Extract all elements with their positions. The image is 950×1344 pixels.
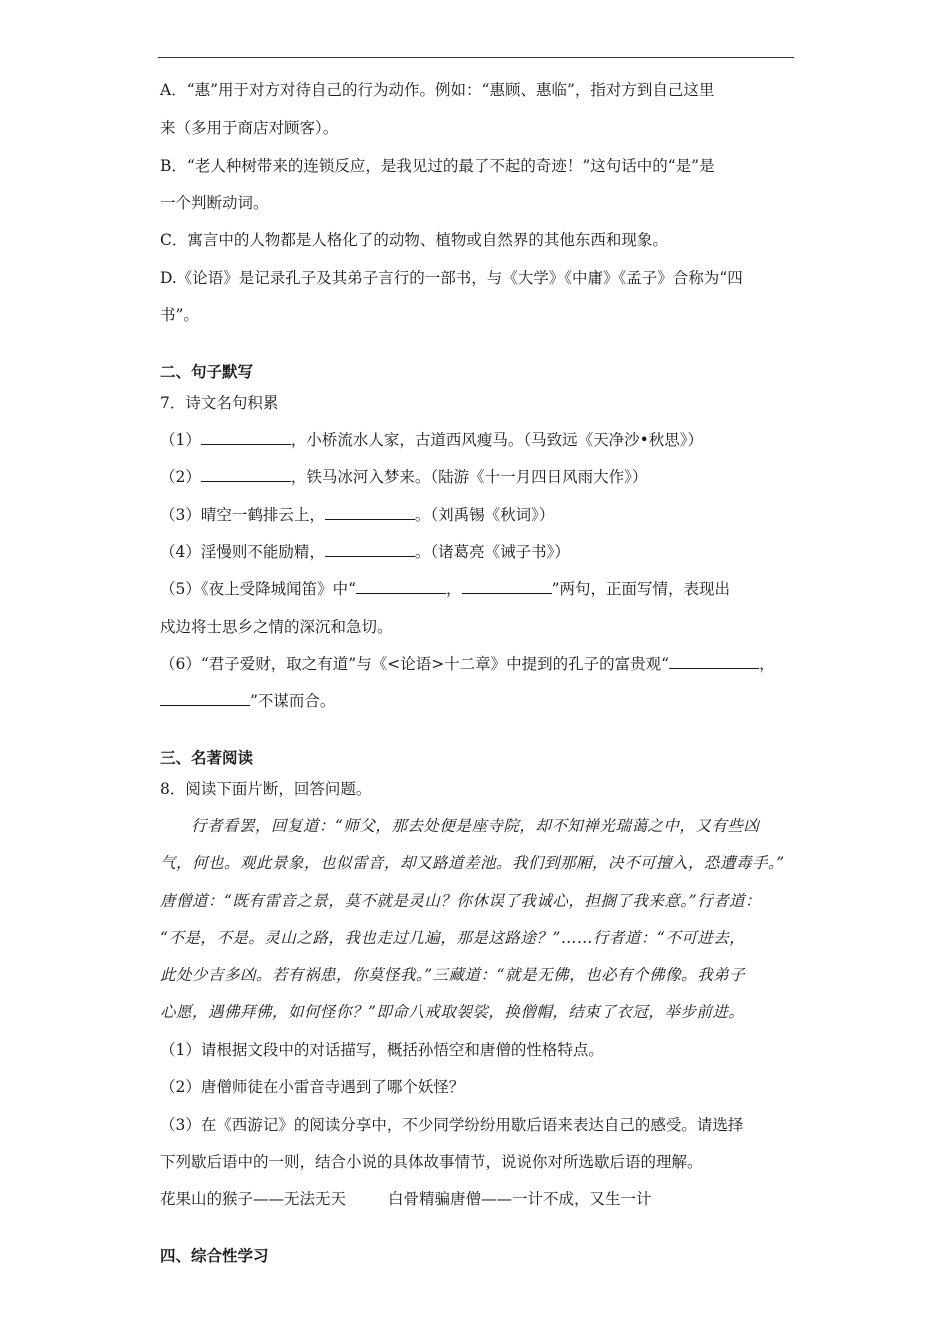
q8-sub-3-line1: （3）在《西游记》的阅读分享中，不少同学纷纷用歇后语来表达自己的感受。请选择 xyxy=(160,1116,744,1134)
q7-item-6-prefix: （6）“君子爱财，取之有道”与《<论语>十二章》中提到的孔子的富贵观“ xyxy=(160,655,670,673)
passage-line: 唐僧道：“既有雷音之景，莫不就是灵山？你休误了我诚心，担搁了我来意。”行者道： xyxy=(160,892,762,910)
q8-sub-2: （2）唐僧师徒在小雷音寺遇到了哪个妖怪？ xyxy=(160,1078,465,1096)
option-a-line1: A．“惠”用于对方对待自己的行为动作。例如：“惠顾、惠临”，指对方到自己这里 xyxy=(160,81,715,99)
option-d-line1: D.《论语》是记录孔子及其弟子言行的一部书，与《大学》《中庸》《孟子》合称为“四 xyxy=(160,269,743,287)
q7-item-6-line2 xyxy=(160,691,335,711)
answer-blank[interactable] xyxy=(325,505,415,520)
answer-blank[interactable] xyxy=(462,579,552,594)
q7-item-5-text: ”两句，正面写情，表现出 xyxy=(551,580,730,598)
section-heading-2: 二、句子默写 xyxy=(160,363,254,381)
question-7: 7．诗文名句积累 xyxy=(160,394,279,412)
q7-item-6-text: ”不谋而合。 xyxy=(250,692,336,710)
option-a-line2: 来（多用于商店对顾客）。 xyxy=(160,119,339,137)
option-d-line2: 书”。 xyxy=(160,306,199,324)
q7-item-3 xyxy=(160,505,554,525)
answer-blank[interactable] xyxy=(325,542,415,557)
answer-blank[interactable] xyxy=(160,691,250,706)
xiehouyu-row xyxy=(160,1189,652,1209)
passage-line: 气，何也。观此景象，也似雷音，却又路道差池。我们到那厢，决不可擅入，恐遭毒手。” xyxy=(160,854,785,872)
q7-item-2-prefix: （2） xyxy=(160,468,201,486)
q7-item-3-text: 。（刘禹锡《秋词》） xyxy=(414,506,555,524)
option-b-line1: B．“老人种树带来的连锁反应，是我见过的最了不起的奇迹！”这句话中的“是”是 xyxy=(160,157,715,175)
q7-item-3-prefix: （3）晴空一鹤排云上， xyxy=(160,506,325,524)
q8-sub-1: （1）请根据文段中的对话描写，概括孙悟空和唐僧的性格特点。 xyxy=(160,1041,604,1059)
q7-item-1-text: ，小桥流水人家，古道西风瘦马。（马致远《天净沙•秋思》） xyxy=(290,431,704,449)
answer-blank[interactable] xyxy=(356,579,446,594)
header-rule xyxy=(158,57,794,58)
q7-item-5-line1 xyxy=(160,579,730,599)
section-heading-4: 四、综合性学习 xyxy=(160,1247,269,1265)
option-b-line2: 一个判断动词。 xyxy=(160,194,269,212)
q7-item-4-text: 。（诸葛亮《诫子书》） xyxy=(414,543,570,561)
q7-item-6-line1 xyxy=(160,654,775,674)
q7-item-1-prefix: （1） xyxy=(160,431,201,449)
q7-item-5-prefix: （5）《夜上受降城闻笛》中“ xyxy=(160,580,357,598)
q7-item-5-comma: ， xyxy=(446,580,462,598)
answer-blank[interactable] xyxy=(201,467,291,482)
q7-item-6-comma: ， xyxy=(759,655,775,673)
passage-line: 此处少吉多凶。若有祸患，你莫怪我。”三藏道：“就是无佛，也必有个佛像。我弟子 xyxy=(160,966,746,984)
q7-item-2 xyxy=(160,467,647,487)
q8-sub-3-line2: 下列歇后语中的一则，结合小说的具体故事情节，说说你对所选歇后语的理解。 xyxy=(160,1153,703,1171)
passage-line: “不是，不是。灵山之路，我也走过几遍，那是这路途？”……行者道：“不可进去， xyxy=(160,929,746,947)
q7-item-1 xyxy=(160,430,703,450)
passage-line: 心愿，遇佛拜佛，如何怪你？”即命八戒取袈裟，换僧帽，结束了衣冠，举步前进。 xyxy=(160,1003,745,1021)
q7-item-4 xyxy=(160,542,570,562)
answer-blank[interactable] xyxy=(669,654,759,669)
q7-item-2-text: ，铁马冰河入梦来。（陆游《十一月四日风雨大作》） xyxy=(290,468,648,486)
q7-item-4-prefix: （4）淫慢则不能励精， xyxy=(160,543,325,561)
question-8: 8．阅读下面片断，回答问题。 xyxy=(160,780,372,798)
passage-line: 行者看罢，回复道：“师父，那去处便是座寺院，却不知禅光瑞蔼之中，又有些凶 xyxy=(191,817,760,835)
xiehouyu-2: 白骨精骗唐僧——一计不成，又生一计 xyxy=(388,1190,652,1208)
q7-item-5-line2: 戍边将士思乡之情的深沉和急切。 xyxy=(160,618,393,636)
xiehouyu-1: 花果山的猴子——无法无天 xyxy=(160,1190,347,1208)
section-heading-3: 三、名著阅读 xyxy=(160,749,254,767)
option-c-line1: C．寓言中的人物都是人格化了的动物、植物或自然界的其他东西和现象。 xyxy=(160,231,668,249)
answer-blank[interactable] xyxy=(201,430,291,445)
